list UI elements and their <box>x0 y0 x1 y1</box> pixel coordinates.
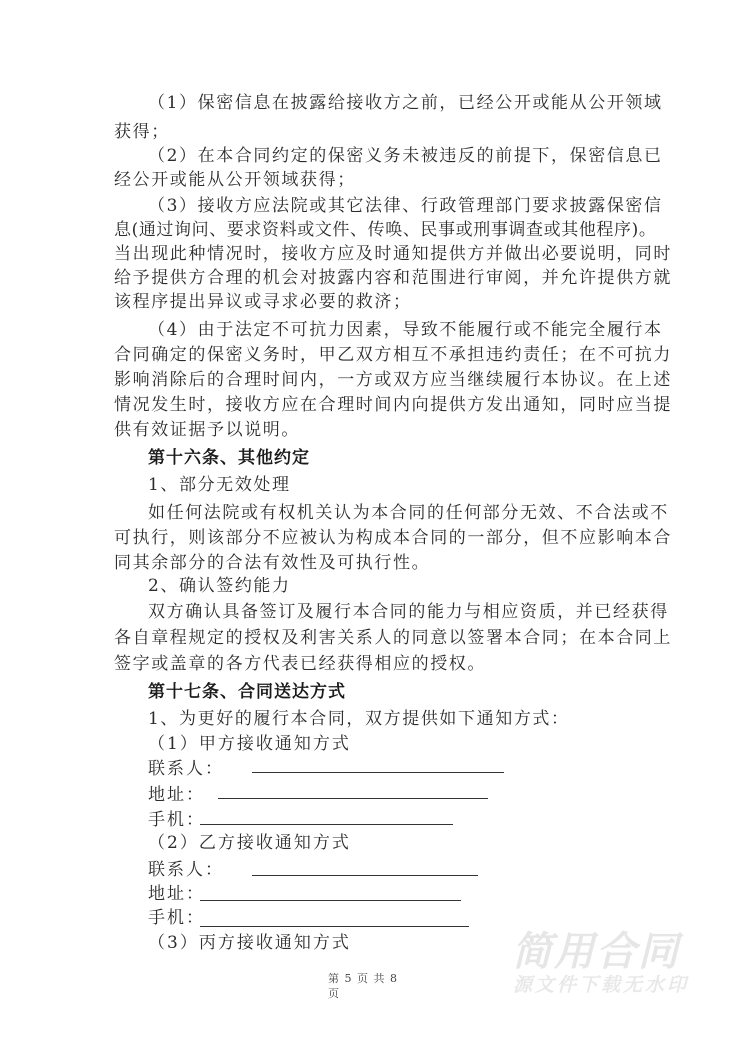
clause-4-line-1: （4）由于法定不可抗力因素，导致不能履行或不能完全履行本 <box>148 320 663 340</box>
clause-2-line-2: 经公开或能从公开领域获得； <box>114 170 356 190</box>
party-b-address-field[interactable] <box>200 900 461 901</box>
party-b-phone-field[interactable] <box>200 926 469 927</box>
party-b-phone-label: 手机： <box>148 908 205 928</box>
party-a-address-label: 地址： <box>148 785 205 805</box>
clause-4-line-2: 合同确定的保密义务时，甲乙双方相互不承担违约责任；在不可抗力 <box>114 345 672 365</box>
article-16-item-1-line-3: 同其余部分的合法有效性及可执行性。 <box>114 553 431 573</box>
party-a-contact-label: 联系人： <box>148 759 224 779</box>
party-b-title: （2）乙方接收通知方式 <box>148 833 351 853</box>
article-16-heading: 第十六条、其他约定 <box>148 448 310 468</box>
article-17-intro: 1、为更好的履行本合同，双方提供如下通知方式： <box>148 709 570 729</box>
page-number-line-2: 页 <box>328 987 340 1000</box>
clause-1-line-1: （1）保密信息在披露给接收方之前，已经公开或能从公开领域 <box>148 93 663 113</box>
clause-4-line-3: 影响消除后的合理时间内，一方或双方应当继续履行本协议。在上述 <box>114 370 672 390</box>
watermark-tagline: 源文件下载无水印 <box>513 974 690 996</box>
article-16-item-1-line-1: 如任何法院或有权机关认为本合同的任何部分无效、不合法或不 <box>148 503 669 523</box>
clause-3-line-5: 该程序提出异议或寻求必要的救济； <box>114 292 412 312</box>
clause-3-line-3: 当出现此种情况时，接收方应及时通知提供方并做出必要说明，同时 <box>114 244 672 264</box>
clause-4-line-4: 情况发生时，接收方应在合理时间内向提供方发出通知，同时应当提 <box>114 395 672 415</box>
party-b-address-label: 地址： <box>148 884 205 904</box>
clause-1-line-2: 获得； <box>114 122 170 142</box>
page-number <box>328 971 418 1001</box>
party-a-phone-label: 手机： <box>148 810 205 830</box>
article-16-item-2-title: 2、确认签约能力 <box>148 576 291 596</box>
clause-3-line-4: 给予提供方合理的机会对披露内容和范围进行审阅，并允许提供方就 <box>114 268 672 288</box>
article-17-heading: 第十七条、合同送达方式 <box>148 682 346 702</box>
party-a-title: （1）甲方接收通知方式 <box>148 734 351 754</box>
page-number-line-1: 第 5 页 共 8 <box>328 972 398 985</box>
watermark-brand: 简用合同 <box>512 929 680 975</box>
party-a-address-field[interactable] <box>218 798 488 799</box>
clause-3-line-1: （3）接收方应法院或其它法律、行政管理部门要求披露保密信 <box>148 196 663 216</box>
article-16-item-1-line-2: 可执行，则该部分不应被认为构成本合同的一部分，但不应影响本合 <box>114 528 672 548</box>
article-16-item-2-line-2: 各自章程规定的授权及利害关系人的同意以签署本合同；在本合同上 <box>114 628 672 648</box>
party-a-contact-field[interactable] <box>252 772 504 773</box>
article-16-item-2-line-1: 双方确认具备签订及履行本合同的能力与相应资质，并已经获得 <box>148 602 669 622</box>
party-c-title: （3）丙方接收通知方式 <box>148 933 351 953</box>
party-a-phone-field[interactable] <box>200 824 453 825</box>
article-16-item-1-title: 1、部分无效处理 <box>148 475 291 495</box>
party-b-contact-field[interactable] <box>252 875 478 876</box>
clause-4-line-5: 供有效证据予以说明。 <box>114 420 300 440</box>
article-16-item-2-line-3: 签字或盖章的各方代表已经获得相应的授权。 <box>114 654 486 674</box>
party-b-contact-label: 联系人： <box>148 860 224 880</box>
clause-3-line-2: 息(通过询问、要求资料或文件、传唤、民事或刑事调查或其他程序)。 <box>114 220 657 240</box>
clause-2-line-1: （2）在本合同约定的保密义务未被违反的前提下，保密信息已 <box>148 146 663 166</box>
